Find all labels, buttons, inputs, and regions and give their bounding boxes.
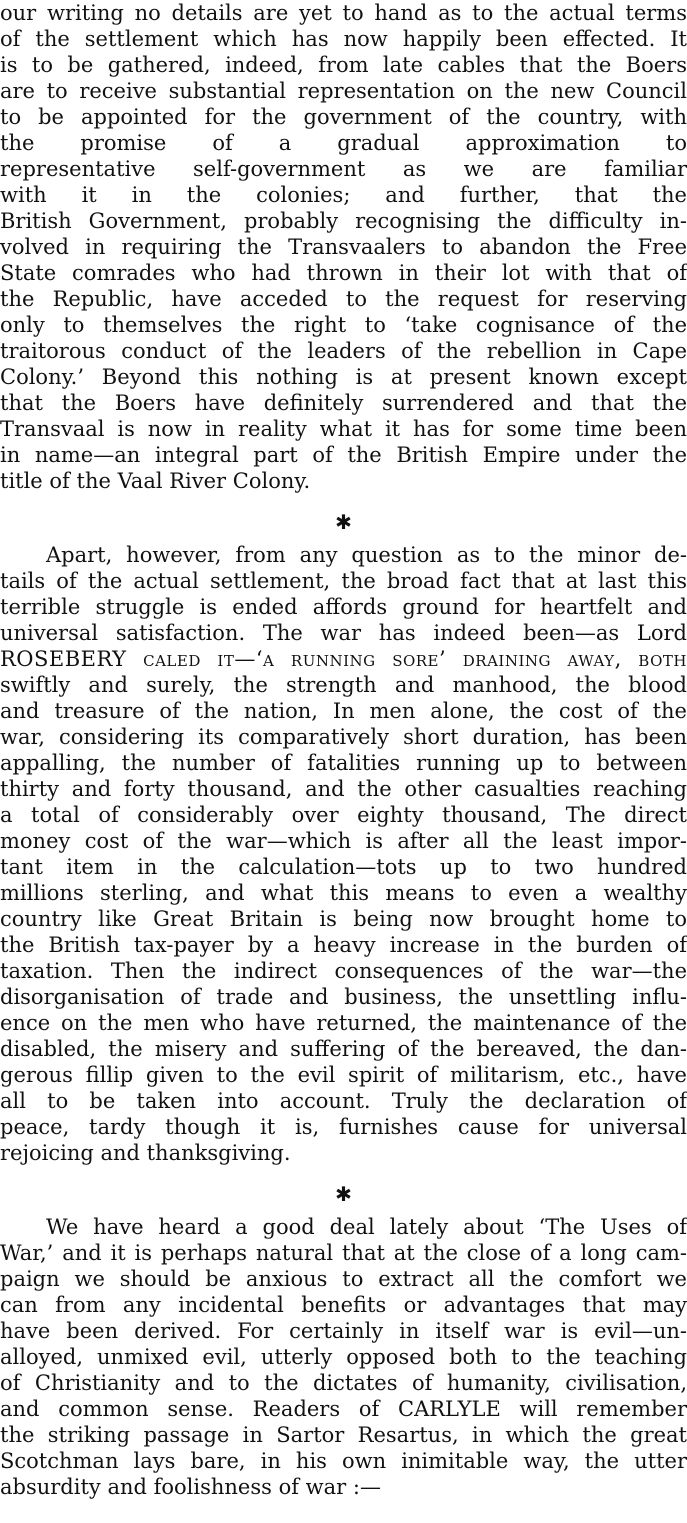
text-line: alloyed, unmixed evil, utterly opposed both to the teaching — [0, 1345, 687, 1369]
text-line: traitorous conduct of the leaders of the rebellion in Cape — [0, 339, 687, 363]
text-line: only to themselves the right to ‘take cognisance of the — [0, 313, 687, 337]
text-line: is to be gathered, indeed, from late cables that the Boers — [0, 53, 687, 77]
text-line: in name—an integral part of the British Empire under the — [0, 443, 687, 467]
text-line: thirty and forty thousand, and the other casualties reaching — [0, 777, 687, 801]
text-line: and common sense. Readers of CARLYLE will remember — [0, 1397, 687, 1421]
text-line: volved in requiring the Transvaalers to abandon the Free — [0, 235, 687, 259]
text-line: the British tax-payer by a heavy increase in the burden of — [0, 933, 687, 957]
text-line: Transvaal is now in reality what it has for some time been — [0, 417, 687, 441]
text-line: ence on the men who have returned, the maintenance of the — [0, 1011, 687, 1035]
text-line: terrible struggle is ended affords ground for heartfelt and — [0, 595, 687, 619]
text-line: universal satisfaction. The war has indeed been—as Lord — [0, 621, 687, 645]
text-line: tails of the actual settlement, the broad fact that at last this — [0, 569, 687, 593]
text-line: gerous fillip given to the evil spirit of militarism, etc., have — [0, 1063, 687, 1087]
text-line: swiftly and surely, the strength and manhood, the blood — [0, 673, 687, 697]
text-line: our writing no details are yet to hand as to the actual terms — [0, 1, 687, 25]
text-line: disorganisation of trade and business, the unsettling influ- — [0, 985, 687, 1009]
text-line: representative self-government as we are familiar — [0, 157, 687, 181]
section-separator-star: ✱ — [335, 510, 352, 534]
text-line: a total of considerably over eighty thousand, The direct — [0, 803, 687, 827]
text-line: millions sterling, and what this means to even a wealthy — [0, 881, 687, 905]
text-line: ROSEBERY caled it—‘a running sore’ draining away, both — [0, 647, 687, 671]
text-line: Colony.’ Beyond this nothing is at present known except — [0, 365, 687, 389]
text-line: tant item in the calculation—tots up to two hundred — [0, 855, 687, 879]
text-line: to be appointed for the government of the country, with — [0, 105, 687, 129]
text-line: war, considering its comparatively short duration, has been — [0, 725, 687, 749]
text-line: taxation. Then the indirect consequences of the war—the — [0, 959, 687, 983]
text-line: of Christianity and to the dictates of humanity, civilisation, — [0, 1371, 687, 1395]
section-separator-star: ✱ — [335, 1182, 352, 1206]
text-line: the promise of a gradual approximation to — [0, 131, 687, 155]
text-line: the striking passage in Sartor Resartus, in which the great — [0, 1423, 687, 1447]
text-line: appalling, the number of fatalities running up to between — [0, 751, 687, 775]
text-line: title of the Vaal River Colony. — [0, 469, 311, 493]
text-line: absurdity and foolishness of war :— — [0, 1475, 381, 1499]
text-line: have been derived. For certainly in itself war is evil—un- — [0, 1319, 687, 1343]
text-line: and treasure of the nation, In men alone, the cost of the — [0, 699, 687, 723]
text-line: that the Boers have definitely surrendered and that the — [0, 391, 687, 415]
text-line: Apart, however, from any question as to the minor de- — [46, 543, 687, 567]
text-line: the Republic, have acceded to the request for reserving — [0, 287, 687, 311]
text-line: with it in the colonies; and further, that the — [0, 183, 687, 207]
text-line: We have heard a good deal lately about ‘The Uses of — [46, 1215, 687, 1239]
text-line: disabled, the misery and suffering of the bereaved, the dan- — [0, 1037, 687, 1061]
text-line: country like Great Britain is being now brought home to — [0, 907, 687, 931]
text-line: of the settlement which has now happily been effected. It — [0, 27, 687, 51]
text-line: War,’ and it is perhaps natural that at the close of a long cam- — [0, 1241, 687, 1265]
text-line: paign we should be anxious to extract all the comfort we — [0, 1267, 687, 1291]
text-line: State comrades who had thrown in their lot with that of — [0, 261, 687, 285]
text-line: rejoicing and thanksgiving. — [0, 1141, 291, 1165]
text-line: money cost of the war—which is after all the least impor- — [0, 829, 687, 853]
text-line: all to be taken into account. Truly the declaration of — [0, 1089, 687, 1113]
text-line: peace, tardy though it is, furnishes cause for universal — [0, 1115, 687, 1139]
text-line: British Government, probably recognising the difficulty in- — [0, 209, 687, 233]
text-line: can from any incidental benefits or advantages that may — [0, 1293, 687, 1317]
text-line: are to receive substantial representation on the new Council — [0, 79, 687, 103]
text-line: Scotchman lays bare, in his own inimitable way, the utter — [0, 1449, 687, 1473]
